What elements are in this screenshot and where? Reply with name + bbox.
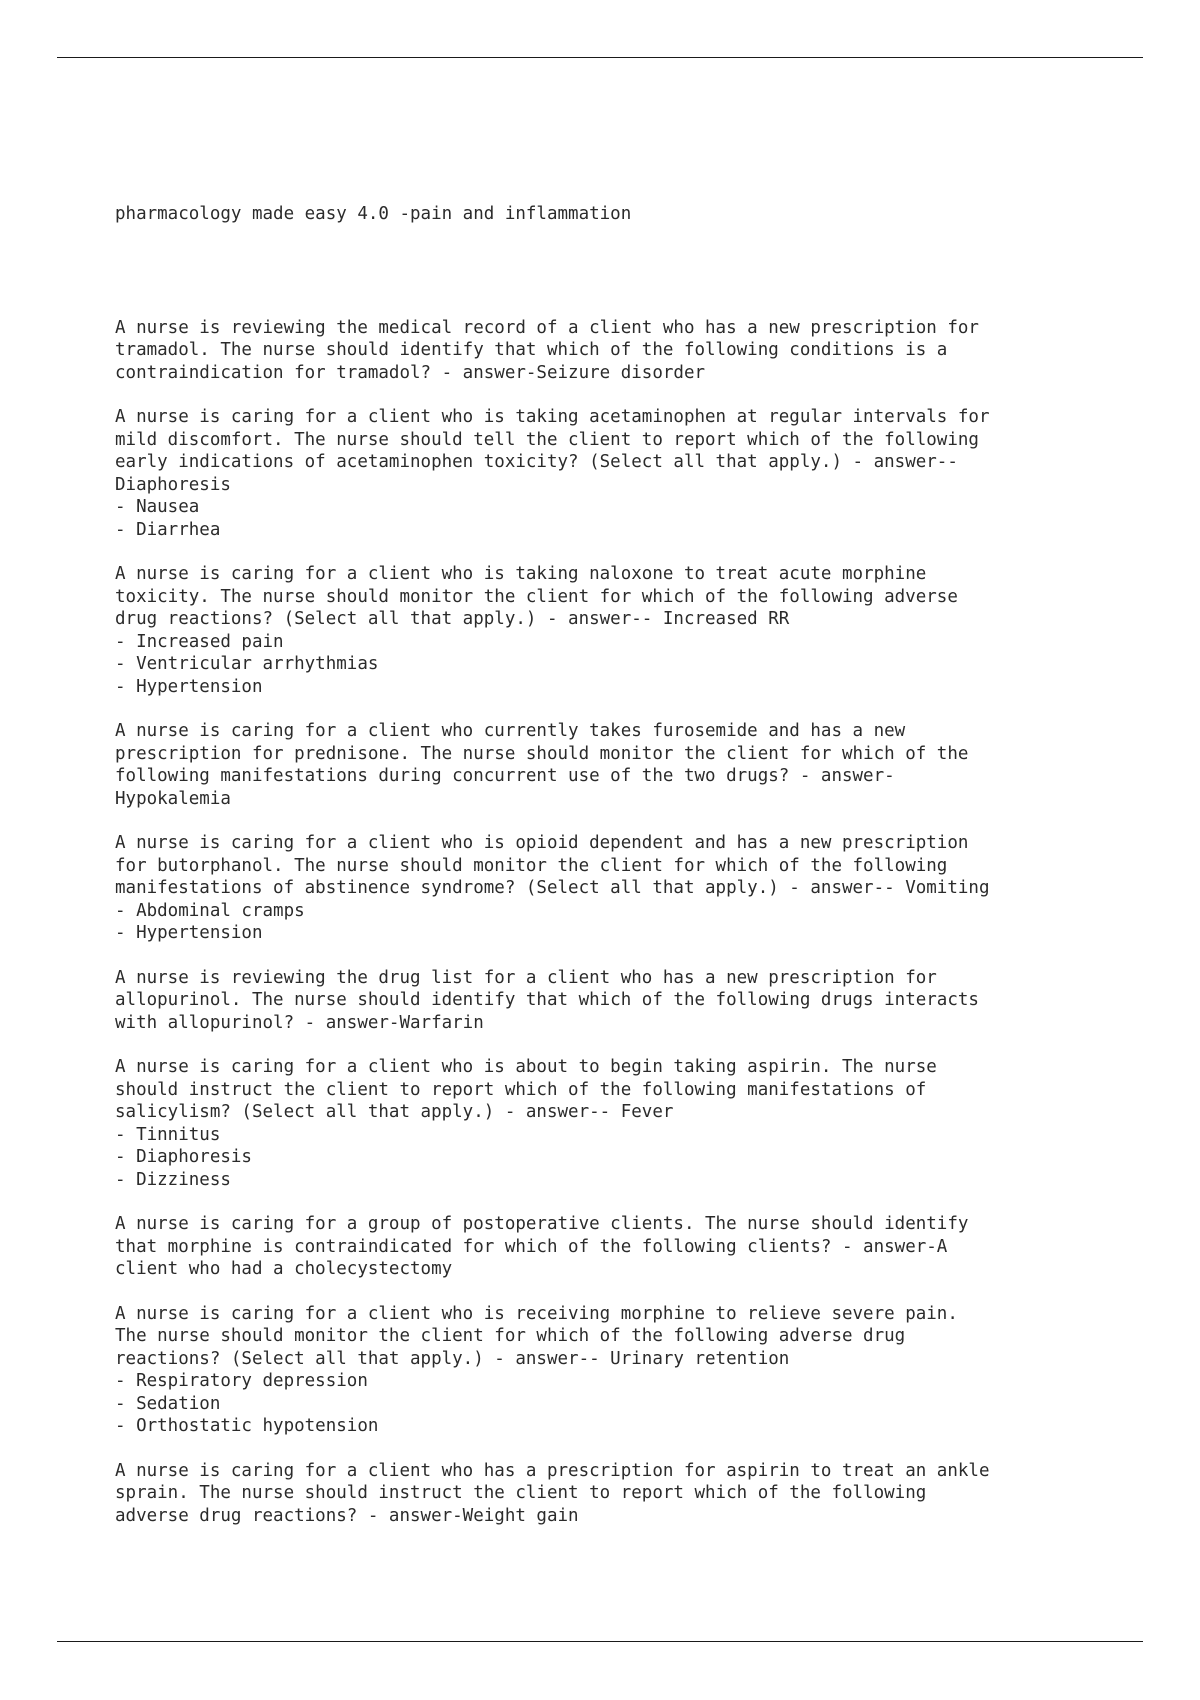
qa-line: - Diarrhea xyxy=(115,519,221,540)
qa-line: following manifestations during concurrent use of the two drugs? - answer- xyxy=(115,766,895,786)
qa-line: - Nausea xyxy=(115,497,200,517)
qa-line: contraindication for tramadol? - answer-Seizure disorder xyxy=(115,362,706,383)
qa-line: A nurse is reviewing the drug list for a client who has a new prescription for xyxy=(115,967,937,988)
qa-line: A nurse is caring for a client who has a prescription for aspirin to treat an ankle xyxy=(115,1460,990,1481)
qa-line: early indications of acetaminophen toxicity? (Select all that apply.) - answer-- xyxy=(115,452,958,472)
qa-line: that morphine is contraindicated for which of the following clients? - answer-A xyxy=(115,1236,948,1257)
document-title: pharmacology made easy 4.0 -pain and inflammation xyxy=(115,204,632,224)
qa-line: - Dizziness xyxy=(115,1169,231,1190)
qa-item xyxy=(115,563,1155,698)
qa-line: with allopurinol? - answer-Warfarin xyxy=(115,1012,484,1033)
qa-line: A nurse is caring for a client who is taking acetaminophen at regular intervals for xyxy=(115,407,990,427)
qa-line: should instruct the client to report which of the following manifestations of xyxy=(115,1079,927,1100)
qa-item xyxy=(115,1213,1155,1281)
qa-line: - Increased pain xyxy=(115,631,284,652)
qa-item xyxy=(115,1303,1155,1438)
qa-line: Hypokalemia xyxy=(115,788,231,809)
qa-line: reactions? (Select all that apply.) - answer-- Urinary retention xyxy=(115,1348,790,1369)
qa-line: - Diaphoresis xyxy=(115,1147,252,1167)
qa-item xyxy=(115,1056,1155,1191)
qa-line: tramadol. The nurse should identify that which of the following conditions is a xyxy=(115,340,948,360)
qa-line: - Abdominal cramps xyxy=(115,900,305,921)
qa-item xyxy=(115,406,1155,541)
qa-line: sprain. The nurse should instruct the client to report which of the following xyxy=(115,1483,927,1503)
qa-line: A nurse is caring for a client who is taking naloxone to treat acute morphine xyxy=(115,564,927,584)
qa-item xyxy=(115,720,1155,810)
qa-item xyxy=(115,317,1155,385)
qa-line: A nurse is caring for a group of postoperative clients. The nurse should identify xyxy=(115,1214,969,1234)
bottom-rule xyxy=(57,1641,1143,1642)
qa-line: A nurse is caring for a client who is about to begin taking aspirin. The nurse xyxy=(115,1057,937,1077)
qa-item xyxy=(115,1460,1155,1528)
qa-line: - Respiratory depression xyxy=(115,1371,368,1391)
qa-line: - Ventricular arrhythmias xyxy=(115,654,379,674)
qa-line: drug reactions? (Select all that apply.) - answer-- Increased RR xyxy=(115,609,790,629)
qa-line: - Hypertension xyxy=(115,676,263,697)
qa-line: - Tinnitus xyxy=(115,1124,221,1145)
qa-line: - Orthostatic hypotension xyxy=(115,1416,379,1436)
qa-line: allopurinol. The nurse should identify that which of the following drugs interacts xyxy=(115,990,979,1010)
qa-list xyxy=(115,317,1155,1528)
qa-line: A nurse is reviewing the medical record of a client who has a new prescription for xyxy=(115,317,979,338)
qa-line: The nurse should monitor the client for which of the following adverse drug xyxy=(115,1326,906,1346)
qa-line: A nurse is caring for a client who is receiving morphine to relieve severe pain. xyxy=(115,1303,958,1324)
qa-line: mild discomfort. The nurse should tell the client to report which of the following xyxy=(115,429,979,450)
qa-line: - Sedation xyxy=(115,1393,221,1414)
qa-line: adverse drug reactions? - answer-Weight gain xyxy=(115,1505,579,1526)
qa-line: prescription for prednisone. The nurse should monitor the client for which of the xyxy=(115,743,969,764)
qa-line: toxicity. The nurse should monitor the client for which of the following adverse xyxy=(115,586,958,607)
qa-line: A nurse is caring for a client who is opioid dependent and has a new prescription xyxy=(115,833,969,853)
qa-line: Diaphoresis xyxy=(115,474,231,495)
qa-item xyxy=(115,832,1155,945)
document-body xyxy=(115,158,1155,1572)
top-rule xyxy=(57,57,1143,58)
qa-line: manifestations of abstinence syndrome? (Select all that apply.) - answer-- Vomiting xyxy=(115,878,990,898)
qa-line: client who had a cholecystectomy xyxy=(115,1259,453,1279)
qa-line: for butorphanol. The nurse should monitor the client for which of the following xyxy=(115,855,948,876)
qa-line: - Hypertension xyxy=(115,923,263,943)
qa-item xyxy=(115,967,1155,1035)
qa-line: salicylism? (Select all that apply.) - answer-- Fever xyxy=(115,1102,674,1122)
qa-line: A nurse is caring for a client who currently takes furosemide and has a new xyxy=(115,721,906,741)
